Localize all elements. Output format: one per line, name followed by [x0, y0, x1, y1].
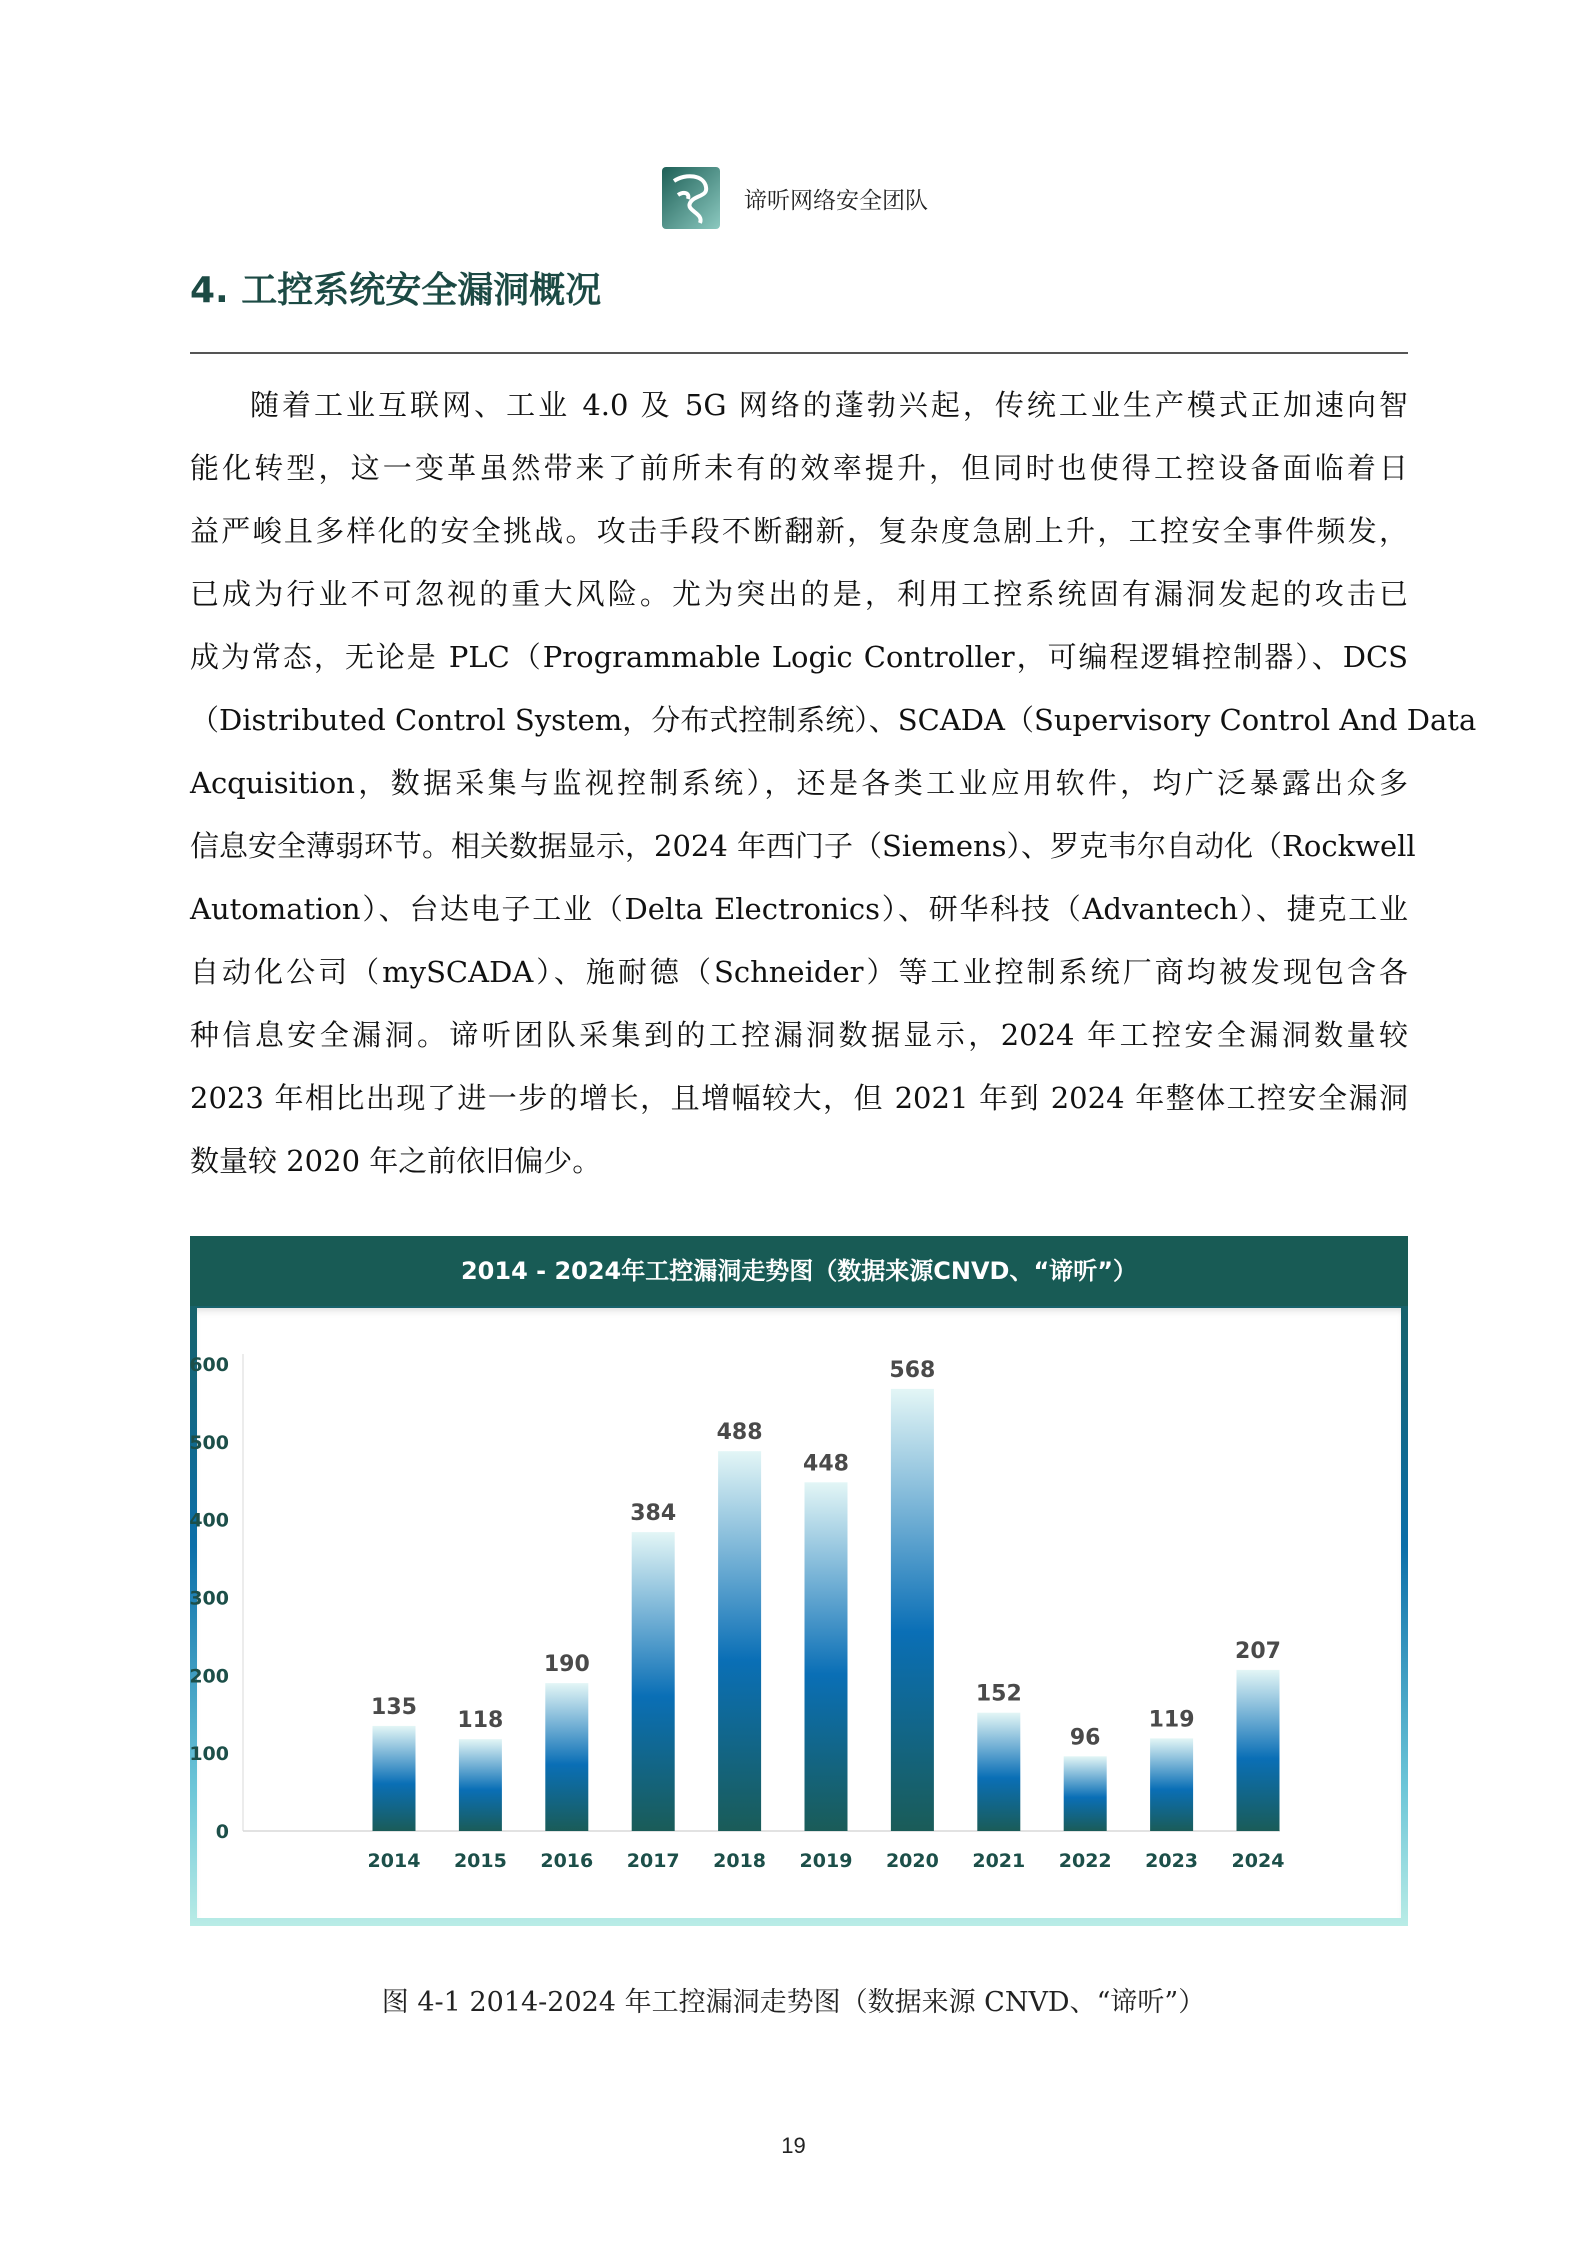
paragraph-line: 2023 年相比出现了进一步的增长，且增幅较大，但 2021 年到 2024 年整体工控安全漏洞: [190, 1081, 1408, 1115]
body-paragraph: [190, 374, 1477, 1193]
x-tick-label: 2016: [540, 1850, 594, 1872]
paragraph-line: 种信息安全漏洞。谛听团队采集到的工控漏洞数据显示，2024 年工控安全漏洞数量较: [190, 1018, 1408, 1052]
paragraph-line: 成为常态，无论是 PLC（Programmable Logic Controller，可编程逻辑控制器）、DCS: [190, 640, 1408, 674]
paragraph-line: 随着工业互联网、工业 4.0 及 5G 网络的蓬勃兴起，传统工业生产模式正加速向智: [250, 388, 1408, 422]
x-tick-label: 2021: [972, 1850, 1026, 1872]
x-tick-label: 2023: [1145, 1850, 1199, 1872]
page-number: 19: [781, 2133, 806, 2158]
x-tick-label: 2020: [885, 1850, 939, 1872]
x-tick-label: 2018: [713, 1850, 767, 1872]
bar-2021: [977, 1713, 1020, 1831]
bar-2015: [459, 1739, 502, 1831]
paragraph-line: 已成为行业不可忽视的重大风险。尤为突出的是，利用工控系统固有漏洞发起的攻击已: [190, 577, 1408, 611]
bar-2018: [718, 1451, 761, 1831]
y-tick-label: 100: [189, 1743, 229, 1766]
paragraph-line: （Distributed Control System，分布式控制系统）、SCADA（Supervisory Control And Data: [190, 703, 1477, 737]
x-tick-label: 2022: [1058, 1850, 1112, 1872]
data-label: 119: [1148, 1707, 1195, 1733]
data-label: 384: [630, 1501, 677, 1527]
bar-2016: [545, 1683, 588, 1831]
x-tick-label: 2024: [1231, 1850, 1285, 1872]
y-tick-label: 300: [189, 1587, 229, 1610]
figure-caption: 图 4-1 2014-2024 年工控漏洞走势图（数据来源 CNVD、“谛听”）: [381, 1987, 1206, 2018]
data-label: 568: [889, 1357, 936, 1383]
chart-title: 2014 - 2024年工控漏洞走势图（数据来源CNVD、“谛听”）: [190, 1236, 1408, 1306]
bar-2022: [1064, 1756, 1107, 1831]
data-label: 207: [1235, 1638, 1281, 1664]
paragraph-line: Automation）、台达电子工业（Delta Electronics）、研华科技（Advantech）、捷克工业: [190, 892, 1408, 926]
paragraph-line: 能化转型，这一变革虽然带来了前所未有的效率提升，但同时也使得工控设备面临着日: [190, 451, 1408, 485]
x-tick-label: 2019: [799, 1850, 853, 1872]
data-label: 96: [1069, 1725, 1101, 1751]
bar-2024: [1237, 1670, 1280, 1831]
bar-2017: [632, 1532, 675, 1831]
bar-2014: [373, 1726, 416, 1831]
y-tick-label: 0: [215, 1821, 229, 1843]
data-label: 152: [975, 1681, 1022, 1707]
data-label: 135: [371, 1694, 417, 1720]
chart-frame: [190, 1236, 1408, 1926]
y-tick-label: 400: [189, 1509, 229, 1532]
title-divider: [190, 352, 1408, 354]
paragraph-line: 益严峻且多样化的安全挑战。攻击手段不断翻新，复杂度急剧上升，工控安全事件频发，: [190, 514, 1408, 548]
data-label: 448: [803, 1451, 849, 1477]
y-tick-label: 500: [189, 1431, 229, 1454]
chart-plot-area: [189, 1308, 1401, 1918]
bar-chart: [189, 1308, 1401, 1918]
y-tick-label: 200: [189, 1665, 229, 1688]
x-tick-label: 2014: [367, 1850, 421, 1872]
data-label: 118: [457, 1708, 504, 1734]
logo-icon: [660, 165, 722, 231]
y-tick-label: 600: [189, 1354, 229, 1376]
bar-2020: [891, 1389, 934, 1831]
paragraph-line: 数量较 2020 年之前依旧偏少。: [190, 1144, 602, 1178]
x-tick-label: 2017: [626, 1850, 680, 1872]
data-label: 190: [543, 1652, 590, 1678]
paragraph-line: 信息安全薄弱环节。相关数据显示，2024 年西门子（Siemens）、罗克韦尔自动化（Rockwell: [190, 829, 1416, 863]
paragraph-line: Acquisition，数据采集与监视控制系统），还是各类工业应用软件，均广泛暴露出众多: [190, 766, 1408, 800]
section-title: 4. 工控系统安全漏洞概况: [190, 270, 602, 311]
bar-2019: [805, 1482, 848, 1831]
org-name: 谛听网络安全团队: [744, 188, 928, 214]
bar-2023: [1150, 1738, 1193, 1831]
x-tick-label: 2015: [453, 1850, 507, 1872]
paragraph-line: 自动化公司（mySCADA）、施耐德（Schneider）等工业控制系统厂商均被发现包含各: [190, 955, 1408, 989]
data-label: 488: [716, 1420, 763, 1446]
